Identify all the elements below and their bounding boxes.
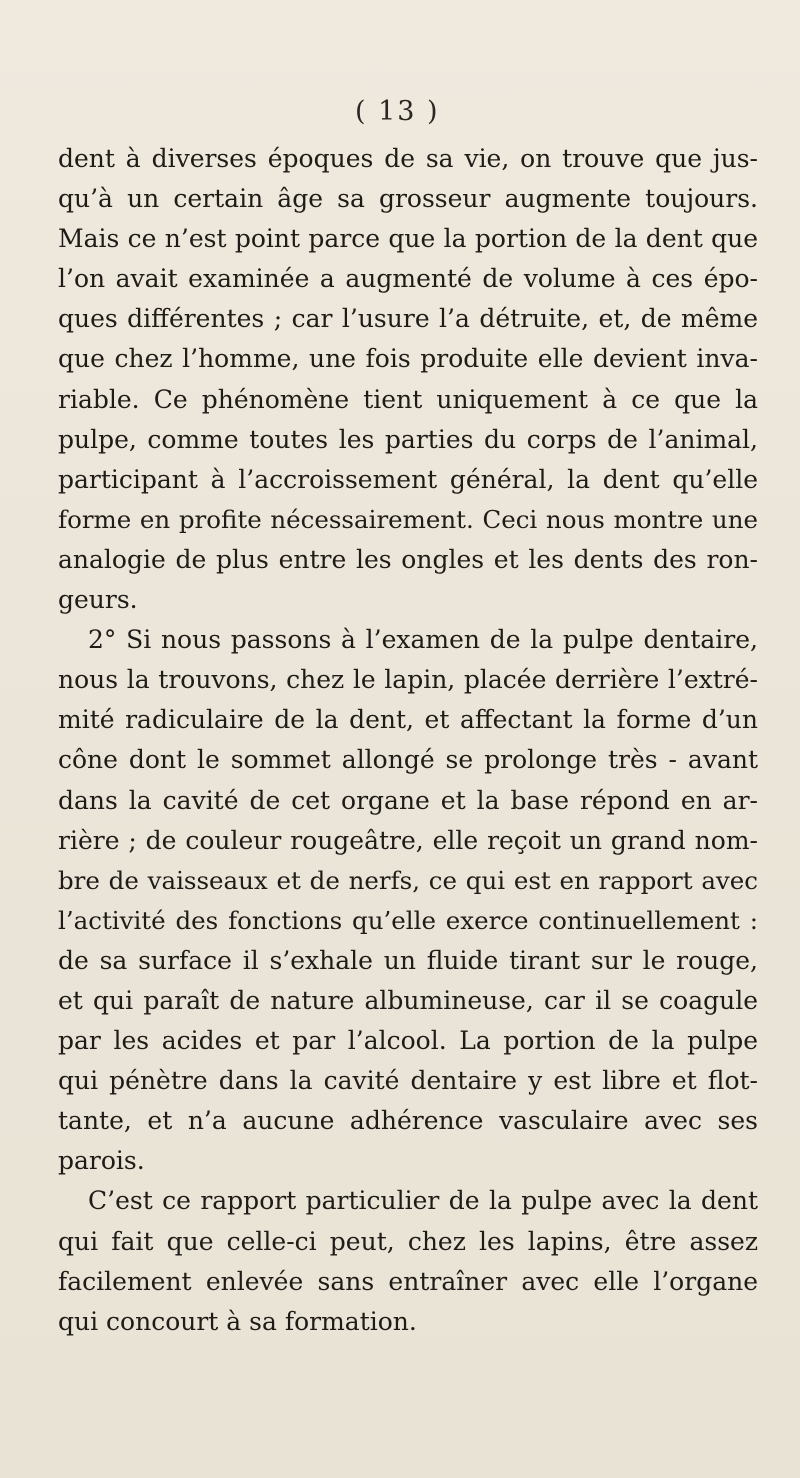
- text-line: l’activité des fonctions qu’elle exerce continuellement :: [58, 905, 758, 935]
- text-line: tante, et n’a aucune adhérence vasculaire avec ses: [58, 1106, 758, 1136]
- text-line: cône dont le sommet allongé se prolonge très - avant: [58, 745, 758, 775]
- text-line: geurs.: [58, 585, 138, 615]
- text-line: qu’à un certain âge sa grosseur augmente toujours.: [58, 184, 758, 214]
- text-line: dans la cavité de cet organe et la base répond en ar-: [58, 785, 758, 815]
- text-line: nous la trouvons, chez le lapin, placée derrière l’extré-: [58, 665, 758, 695]
- text-line: l’on avait examinée a augmenté de volume à ces épo-: [58, 264, 758, 294]
- text-line: par les acides et par l’alcool. La portion de la pulpe: [58, 1026, 758, 1056]
- text-line: et qui paraît de nature albumineuse, car il se coagule: [58, 985, 758, 1015]
- text-line: facilement enlevée sans entraîner avec elle l’organe: [58, 1266, 758, 1296]
- text-line: mité radiculaire de la dent, et affectant la forme d’un: [58, 705, 758, 735]
- text-line: ques différentes ; car l’usure l’a détruite, et, de même: [58, 304, 758, 334]
- text-line: forme en profite nécessairement. Ceci nous montre une: [58, 504, 758, 534]
- text-line: pulpe, comme toutes les parties du corps de l’animal,: [58, 424, 758, 454]
- text-line: que chez l’homme, une fois produite elle devient inva-: [58, 344, 758, 374]
- text-line: qui fait que celle-ci peut, chez les lapins, être assez: [58, 1226, 758, 1256]
- text-line: de sa surface il s’exhale un fluide tirant sur le rouge,: [58, 945, 758, 975]
- text-line: rière ; de couleur rougeâtre, elle reçoit un grand nom-: [58, 825, 758, 855]
- page-number: ( 13 ): [355, 96, 440, 127]
- text-line: parois.: [58, 1146, 145, 1176]
- text-line: qui pénètre dans la cavité dentaire y est libre et flot-: [58, 1066, 758, 1096]
- text-line: bre de vaisseaux et de nerfs, ce qui est en rapport avec: [58, 865, 758, 895]
- body-text: [58, 139, 758, 1342]
- text-line: analogie de plus entre les ongles et les dents des ron-: [58, 544, 758, 574]
- text-line: participant à l’accroissement général, la dent qu’elle: [58, 464, 758, 494]
- text-line: Mais ce n’est point parce que la portion de la dent que: [58, 224, 758, 254]
- text-line: dent à diverses époques de sa vie, on trouve que jus-: [58, 144, 758, 173]
- text-line: 2° Si nous passons à l’examen de la pulpe dentaire,: [88, 625, 758, 655]
- text-line: qui concourt à sa formation.: [58, 1306, 417, 1336]
- text-line: C’est ce rapport particulier de la pulpe avec la dent: [88, 1186, 758, 1216]
- text-line: riable. Ce phénomène tient uniquement à ce que la: [58, 384, 758, 414]
